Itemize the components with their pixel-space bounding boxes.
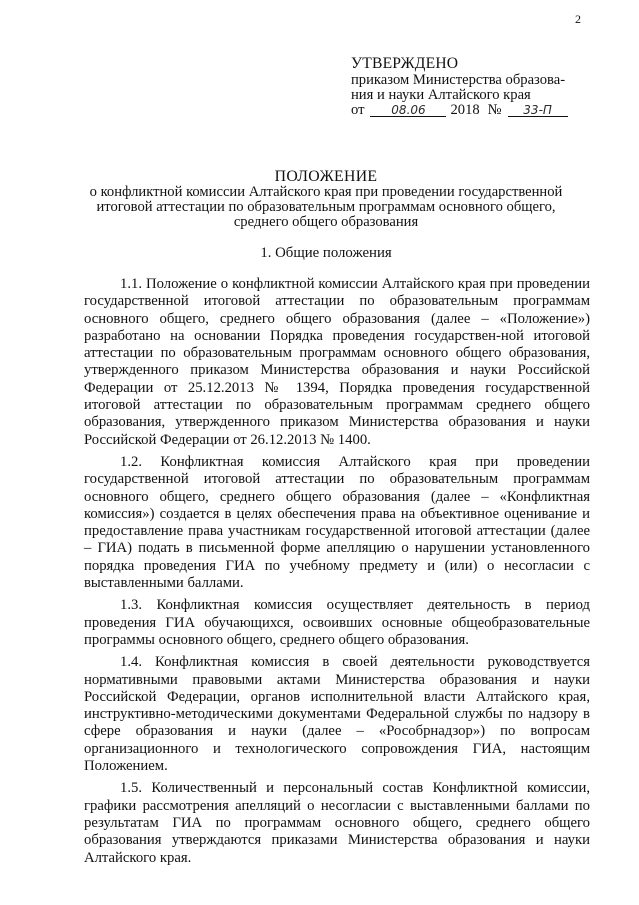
document-body	[84, 276, 590, 872]
page-number: 2	[575, 12, 581, 26]
order-year: 2018	[450, 102, 480, 118]
approval-order-line	[351, 103, 591, 118]
document-title-block	[60, 168, 592, 230]
paragraph-1-4: 1.4. Конфликтная комиссия в своей деятельности руководствуется нормативными правовыми актами Министерства образования и науки Российской Федерации, органов исполнительной власти Алтайского края, инструктивно-методическими документами Федеральной службы по надзору в сфере образования и науки (далее – «Рособрнадзор») по вопросам организационного и технологического сопровождения ГИА, настоящим Положением.	[84, 654, 590, 775]
handwritten-number: 33-П	[508, 104, 568, 117]
document-subtitle-line-3: среднего общего образования	[233, 214, 419, 230]
paragraph-1-1: 1.1. Положение о конфликтной комиссии Алтайского края при проведении государственной итоговой аттестации по образовательным программам основного общего, среднего общего образования (далее – «Положение») разработано на основании Порядка проведения государствен-ной итоговой аттестации по образовательным программам основного общего образования, утвержденного приказом Министерства образования и науки Российской Федерации от 25.12.2013 № 1394, Порядка проведения государственной итоговой аттестации по образовательным программам среднего общего образования, утвержденного приказом Министерства образования и науки Российской Федерации от 26.12.2013 № 1400.	[84, 276, 590, 448]
document-subtitle-line-1: о конфликтной комиссии Алтайского края при проведении государственной	[89, 184, 563, 200]
approval-line-1: приказом Министерства образова-	[351, 72, 566, 88]
paragraph-1-2: 1.2. Конфликтная комиссия Алтайского края при проведении государственной итоговой аттестации по образовательным программам основного общего, среднего общего образования (далее – «Конфликтная комиссия») создается в целях обеспечения права на объективное оценивание и предоставление права участникам государственной итоговой аттестации (далее – ГИА) подать в письменной форме апелляцию о нарушении установленного порядка проведения ГИА по учебному предмету и (или) о несогласии с выставленными баллами.	[84, 453, 590, 592]
approval-stamp-block	[351, 56, 591, 118]
section-title: 1. Общие положения	[260, 245, 392, 261]
number-label: №	[487, 102, 502, 118]
paragraph-1-3: 1.3. Конфликтная комиссия осуществляет деятельность в период проведения ГИА обучающихся, освоивших основные общеобразовательные программы основного общего, среднего общего образования.	[84, 597, 590, 648]
document-title: ПОЛОЖЕНИЕ	[274, 168, 378, 185]
approval-line-2: ния и науки Алтайского края	[351, 87, 531, 103]
approval-title: УТВЕРЖДЕНО	[351, 55, 459, 72]
from-label: от	[351, 102, 365, 118]
document-subtitle-line-2: итоговой аттестации по образовательным программам основного общего,	[96, 199, 556, 215]
handwritten-date: 08.06	[370, 104, 446, 117]
paragraph-1-5: 1.5. Количественный и персональный состав Конфликтной комиссии, графики рассмотрения апелляций о несогласии с выставленными баллами по результатам ГИА по программам основного общего, среднего общего образования утверждаются приказами Министерства образования и науки Алтайского края.	[84, 780, 590, 866]
